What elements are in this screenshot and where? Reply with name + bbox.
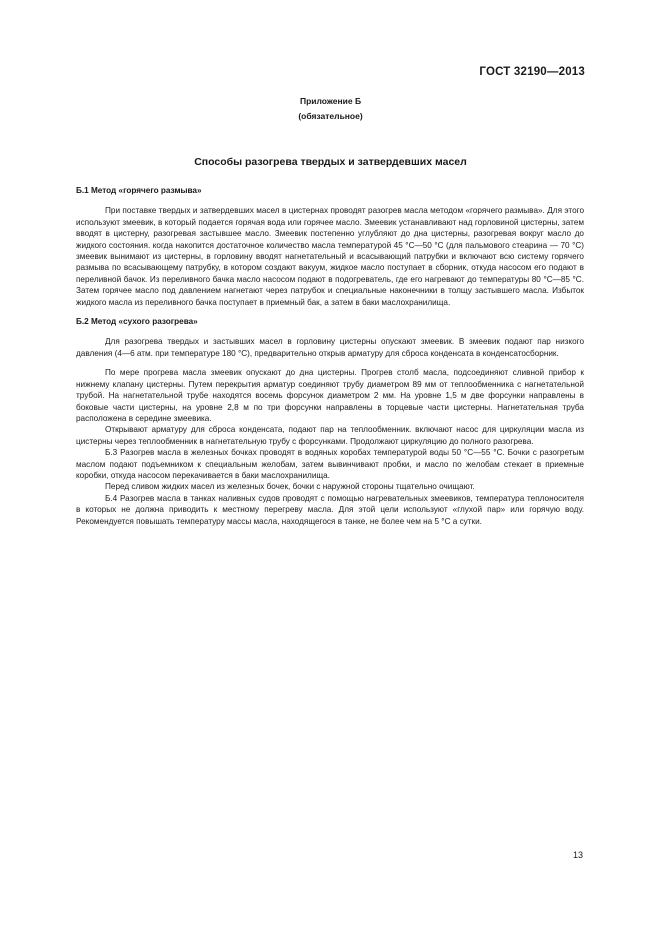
- section-b3-paragraph-2: Перед сливом жидких масел из железных бочек, бочки с наружной стороны тщательно очищают.: [105, 482, 475, 492]
- section-b3-paragraph-1: Б.3 Разогрев масла в железных бочках проводят в водяных коробах температурой воды 50 °С—55 °С. Бочки с разогретым маслом подают подъемником к специальным желобам, затем вывинчивают пробки, и масло по желобам стекает в приемные коробки, откуда насосом перекачивается в баки маслохранилища.: [76, 448, 584, 480]
- section-b2-heading: Б.2 Метод «сухого разогрева»: [76, 317, 198, 327]
- page-number: 13: [572, 850, 583, 860]
- section-b1-heading: Б.1 Метод «горячего размыва»: [76, 186, 202, 195]
- annex-title: Приложение Б: [299, 96, 362, 106]
- standard-number: ГОСТ 32190—2013: [479, 66, 585, 78]
- document-body: [76, 185, 584, 527]
- document-title: Способы разогрева твердых и затвердевших масел: [194, 156, 467, 168]
- section-b2-paragraph-2: По мере прогрева масла змеевик опускают до дна цистерны. Прогрев столб масла, подсоединяют сливной прибор к нижнему клапану цистерны. Путем перекрытия арматур соединяют трубу диаметром 89 мм от теплообменника с нагнетательной трубой. На нагнетательной трубе находятся восемь форсунок диаметром 2 мм. На уровне 1,5 м две форсунки направлены в боковые части цистерны, на уровне 2,8 м по три форсунки направлены в торцевые части цистерны. Нагнетательная труба расположена в середине змеевика.: [76, 368, 584, 423]
- section-b2-paragraph-3: Открывают арматуру для сброса конденсата, подают пар на теплообменник. включают насос для циркуляции масла из цистерны через теплообменник в нагнетательную трубу с форсунками. Продолжают циркуляцию до полного разогрева.: [76, 425, 584, 446]
- section-b2-paragraph-1: Для разогрева твердых и застывших масел в горловину цистерны опускают змеевик. В змеевик подают пар низкого давления (4—6 атм. при температуре 180 °С), предварительно открыв арматуру для сброса конденсата в конденсатосборник.: [76, 337, 584, 358]
- section-b4-paragraph: Б.4 Разогрев масла в танках наливных судов проводят с помощью нагревательных змеевиков, температура теплоносителя в которых не должна приводить к местному перегреву масла. Для этой цели используют «глухой пар» или горячую воду. Рекомендуется повышать температуру массы масла, находящегося в танке, не более чем на 5 °С а сутки.: [76, 493, 584, 526]
- annex-header: [0, 94, 661, 124]
- annex-status: (обязательное): [298, 111, 363, 121]
- section-b1-paragraph: При поставке твердых и затвердевших масел в цистернах проводят разогрев масла методом «горячего размыва». Для этого используют змеевик, в который подается горячая вода или горячее масло. Змеевик устанавливают над горловиной цистерны, затем вводят в цистерну, разогревая застывшее масло. Змеевик постепенно углубляют до дна цистерны, разогревая вокруг масло до жидкого состояния. когда накопится достаточное количество масла температурой 45 °С—50 °С (для пальмового стеарина — 70 °С) змеевик вынимают из цистерны, в горловину вводят нагнетательный и всасывающий патрубки и включают всю систему горячего размыва по всасывающему патрубку, в котором создают вакуум, жидкое масло поступает в сборник, откуда насосом его подают в переливной бачок. Из переливного бачка масло насосом подают в подогреватель, где его нагревают до температуры 80 °С—85 °С. Затем горячее масло под давлением нагнетают через патрубок и специальные наконечники в толщу застывшего масла. Избыток жидкого масла из переливного бачка поступает в приемный бак, а затем в баки маслохранилища.: [76, 206, 584, 307]
